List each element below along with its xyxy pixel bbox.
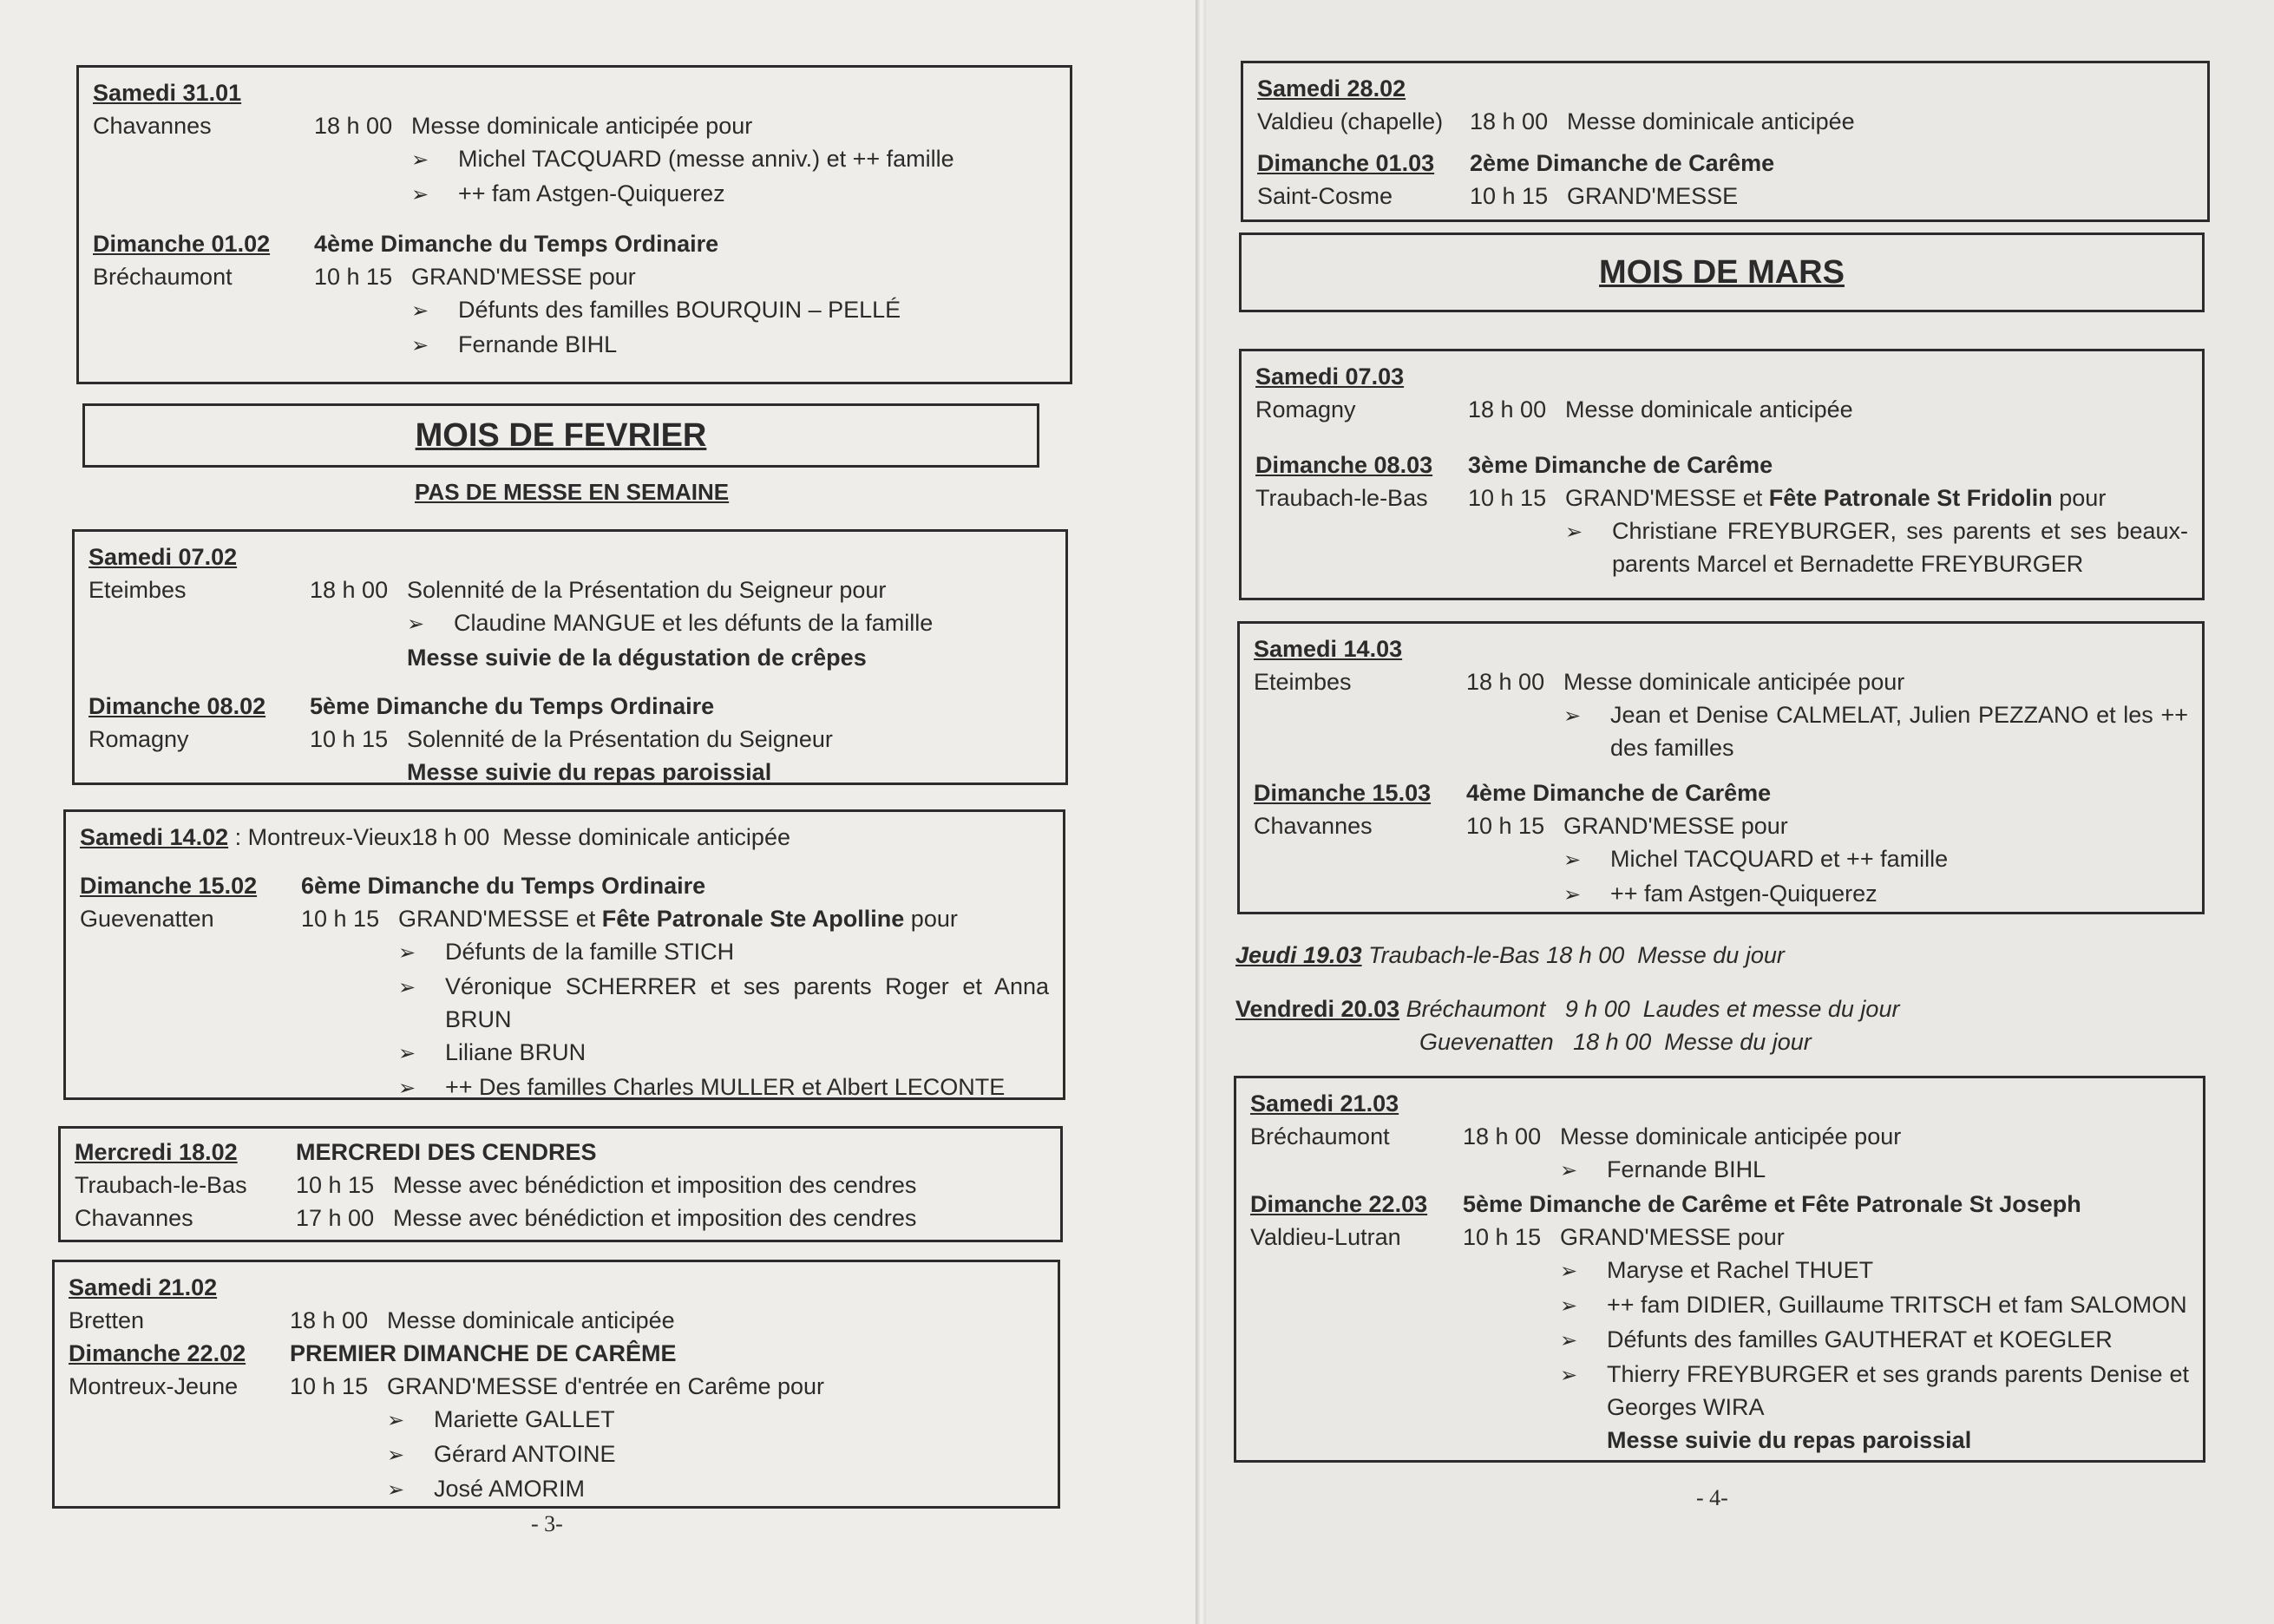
date-label: Samedi 14.02 — [80, 824, 229, 850]
arrow-bullet-icon: ➢ — [387, 1444, 405, 1467]
description: Solennité de la Présentation du Seigneur — [407, 726, 833, 752]
description: Messe avec bénédiction et imposition des cendres — [393, 1172, 917, 1198]
arrow-bullet-icon: ➢ — [1565, 521, 1583, 544]
intention-item: ➢ Maryse et Rachel THUET — [1250, 1254, 2189, 1288]
date-label: Dimanche 08.02 — [88, 693, 266, 719]
arrow-bullet-icon: ➢ — [1563, 704, 1582, 728]
time: 10 h 15 — [1470, 183, 1549, 209]
intention-item: ➢ ++ fam Astgen-Quiquerez — [1254, 877, 2188, 912]
description: Messe dominicale anticipée pour — [411, 113, 753, 139]
description: Messe dominicale anticipée pour — [1563, 669, 1905, 695]
weekday-mass-friday: Vendredi 20.03 Bréchaumont 9 h 00 Laudes et messe du jour — [1235, 996, 1900, 1022]
page-4 — [1206, 0, 2274, 1624]
page-number: - 3- — [531, 1511, 563, 1536]
intention-item: ➢ Défunts des familles GAUTHERAT et KOEGLER — [1250, 1323, 2189, 1358]
arrow-bullet-icon: ➢ — [387, 1478, 405, 1502]
location: Guevenatten — [80, 906, 214, 932]
date-label: Samedi 07.03 — [1255, 363, 1405, 390]
time: 10 h 15 — [314, 264, 393, 290]
time: 18 h 00 — [1463, 1123, 1542, 1149]
description: Solennité de la Présentation du Seigneur pour — [407, 577, 887, 603]
date-label: Samedi 21.02 — [69, 1274, 218, 1300]
time: 10 h 15 — [296, 1172, 375, 1198]
weekday-mass-friday-2: Guevenatten 18 h 00 Messe du jour — [1419, 1029, 1812, 1055]
intention-item: ➢ Jean et Denise CALMELAT, Julien PEZZANO et les ++ des familles — [1563, 702, 2188, 761]
intention-item: ➢ Gérard ANTOINE — [69, 1437, 1044, 1472]
date-label: Dimanche 08.03 — [1255, 452, 1433, 478]
description: Messe dominicale anticipée pour — [1560, 1123, 1902, 1149]
intention-item: ➢ Liliane BRUN — [80, 1036, 1049, 1071]
location: Eteimbes — [1254, 669, 1352, 695]
location: Chavannes — [75, 1205, 193, 1231]
description: GRAND'MESSE d'entrée en Carême pour — [387, 1373, 825, 1399]
schedule-block-0102 — [76, 65, 1072, 384]
schedule-block-0802 — [72, 529, 1068, 785]
date-label: Dimanche 15.03 — [1254, 780, 1432, 806]
schedule-block-0803 — [1239, 349, 2205, 600]
location: Chavannes — [1254, 813, 1373, 839]
date-label: Samedi 28.02 — [1257, 75, 1406, 102]
intention-item: ➢ ++ Des familles Charles MULLER et Albert LECONTE — [80, 1071, 1049, 1105]
intention-item: ➢ Michel TACQUARD (messe anniv.) et ++ famille — [93, 142, 1056, 177]
arrow-bullet-icon: ➢ — [411, 299, 429, 323]
note: Messe suivie du repas paroissial — [407, 759, 772, 785]
liturgy-title: 4ème Dimanche de Carême — [1466, 780, 1772, 806]
arrow-bullet-icon: ➢ — [1563, 883, 1582, 907]
intention-item: ➢ Thierry FREYBURGER et ses grands parents Denise et Georges WIRA — [1560, 1361, 2189, 1420]
time: 10 h 15 — [1463, 1224, 1542, 1250]
arrow-bullet-icon: ➢ — [1563, 848, 1582, 872]
date-label: Samedi 14.03 — [1254, 636, 1403, 662]
liturgy-title: 5ème Dimanche du Temps Ordinaire — [310, 693, 715, 719]
description: GRAND'MESSE et Fête Patronale Ste Apolline pour — [398, 906, 958, 932]
intention-item: ➢ Christiane FREYBURGER, ses parents et ses beaux-parents Marcel et Bernadette FREYBURGER — [1565, 518, 2188, 577]
location: Valdieu-Lutran — [1250, 1224, 1401, 1250]
time: 18 h 00 — [1468, 396, 1547, 422]
intention-item: ➢ Véronique SCHERRER et ses parents Roger et Anna BRUN — [398, 973, 1049, 1032]
date-label: Samedi 21.03 — [1250, 1090, 1399, 1116]
date-label: Dimanche 01.03 — [1257, 150, 1435, 176]
arrow-bullet-icon: ➢ — [1560, 1294, 1578, 1318]
time: 18 h 00 — [1470, 108, 1549, 134]
time: 10 h 15 — [1468, 485, 1547, 511]
location: Chavannes — [93, 113, 212, 139]
description: Messe avec bénédiction et imposition des cendres — [393, 1205, 917, 1231]
no-weekday-mass-note: PAS DE MESSE EN SEMAINE — [415, 479, 730, 505]
page-number: - 4- — [1696, 1485, 1728, 1510]
liturgy-title: 5ème Dimanche de Carême et Fête Patronale St Joseph — [1463, 1191, 2081, 1217]
arrow-bullet-icon: ➢ — [407, 612, 425, 636]
description: Messe dominicale anticipée — [1565, 396, 1853, 422]
description: GRAND'MESSE et Fête Patronale St Fridolin pour — [1565, 485, 2107, 511]
location: Traubach-le-Bas — [75, 1172, 247, 1198]
date-label: Dimanche 22.03 — [1250, 1191, 1428, 1217]
intention-item: ➢ ++ fam Astgen-Quiquerez — [93, 177, 1056, 212]
location: Valdieu (chapelle) — [1257, 108, 1444, 134]
date-label: Samedi 31.01 — [93, 80, 242, 106]
month-header: MOIS DE FEVRIER — [82, 403, 1039, 468]
time: 18 h 00 — [310, 577, 389, 603]
liturgy-title: 4ème Dimanche du Temps Ordinaire — [314, 231, 719, 257]
location: Montreux-Jeune — [69, 1373, 239, 1399]
schedule-block-1503 — [1237, 621, 2205, 914]
time: 17 h 00 — [296, 1205, 375, 1231]
arrow-bullet-icon: ➢ — [411, 183, 429, 206]
location: Eteimbes — [88, 577, 187, 603]
location: Traubach-le-Bas — [1255, 485, 1428, 511]
description: : Montreux-Vieux18 h 00 Messe dominicale anticipée — [228, 824, 790, 850]
intention-item: ➢ Fernande BIHL — [1250, 1153, 2189, 1188]
weekday-mass-thursday: Jeudi 19.03 Traubach-le-Bas 18 h 00 Messe du jour — [1235, 942, 1785, 968]
intention-item: ➢ José AMORIM — [69, 1472, 1044, 1507]
location: Bréchaumont — [1250, 1123, 1390, 1149]
arrow-bullet-icon: ➢ — [411, 334, 429, 357]
schedule-block-1502 — [63, 809, 1065, 1100]
arrow-bullet-icon: ➢ — [387, 1409, 405, 1432]
time: 18 h 00 — [314, 113, 393, 139]
time: 10 h 15 — [310, 726, 389, 752]
location: Bretten — [69, 1307, 145, 1333]
intention-item: ➢ Michel TACQUARD et ++ famille — [1254, 842, 2188, 877]
arrow-bullet-icon: ➢ — [411, 148, 429, 172]
intention-item: ➢ Fernande BIHL — [93, 328, 1056, 363]
arrow-bullet-icon: ➢ — [398, 976, 416, 999]
description: GRAND'MESSE pour — [1560, 1224, 1785, 1250]
time: 18 h 00 — [290, 1307, 369, 1333]
date-label: Dimanche 01.02 — [93, 231, 271, 257]
location: Romagny — [1255, 396, 1356, 422]
description: Messe dominicale anticipée — [1567, 108, 1855, 134]
schedule-block-cendres — [58, 1126, 1063, 1242]
arrow-bullet-icon: ➢ — [1560, 1329, 1578, 1352]
month-header: MOIS DE MARS — [1239, 232, 2205, 312]
arrow-bullet-icon: ➢ — [398, 1042, 416, 1065]
arrow-bullet-icon: ➢ — [398, 1077, 416, 1100]
description: GRAND'MESSE pour — [1563, 813, 1788, 839]
time: 10 h 15 — [290, 1373, 369, 1399]
liturgy-title: MERCREDI DES CENDRES — [296, 1139, 597, 1165]
liturgy-title: 2ème Dimanche de Carême — [1470, 150, 1775, 176]
time: 10 h 15 — [1466, 813, 1545, 839]
schedule-block-2203 — [1234, 1076, 2205, 1463]
intention-item: ➢ Mariette GALLET — [69, 1403, 1044, 1437]
arrow-bullet-icon: ➢ — [1560, 1159, 1578, 1182]
intention-item: ➢ Défunts des familles BOURQUIN – PELLÉ — [93, 293, 1056, 328]
arrow-bullet-icon: ➢ — [1560, 1260, 1578, 1283]
intention-item: ➢ ++ fam DIDIER, Guillaume TRITSCH et fam SALOMON — [1250, 1288, 2189, 1323]
note: Messe suivie du repas paroissial — [1607, 1427, 1972, 1453]
location: Bréchaumont — [93, 264, 233, 290]
arrow-bullet-icon: ➢ — [398, 941, 416, 965]
time: 10 h 15 — [301, 906, 380, 932]
description: Messe dominicale anticipée — [387, 1307, 675, 1333]
date-label: Mercredi 18.02 — [75, 1139, 238, 1165]
date-label: Dimanche 22.02 — [69, 1340, 246, 1366]
date-label: Samedi 07.02 — [88, 544, 238, 570]
description: GRAND'MESSE — [1567, 183, 1739, 209]
liturgy-title: PREMIER DIMANCHE DE CARÊME — [290, 1340, 677, 1366]
intention-item: ➢ Claudine MANGUE et les défunts de la famille — [88, 606, 1052, 641]
note: Messe suivie de la dégustation de crêpes — [407, 645, 867, 671]
schedule-block-2202 — [52, 1260, 1060, 1509]
arrow-bullet-icon: ➢ — [1560, 1364, 1578, 1387]
location: Romagny — [88, 726, 189, 752]
liturgy-title: 6ème Dimanche du Temps Ordinaire — [301, 873, 706, 899]
location: Saint-Cosme — [1257, 183, 1393, 209]
time: 18 h 00 — [1466, 669, 1545, 695]
schedule-block-0103 — [1241, 61, 2210, 222]
intention-item: ➢ Défunts de la famille STICH — [80, 935, 1049, 970]
liturgy-title: 3ème Dimanche de Carême — [1468, 452, 1773, 478]
description: GRAND'MESSE pour — [411, 264, 636, 290]
date-label: Dimanche 15.02 — [80, 873, 258, 899]
